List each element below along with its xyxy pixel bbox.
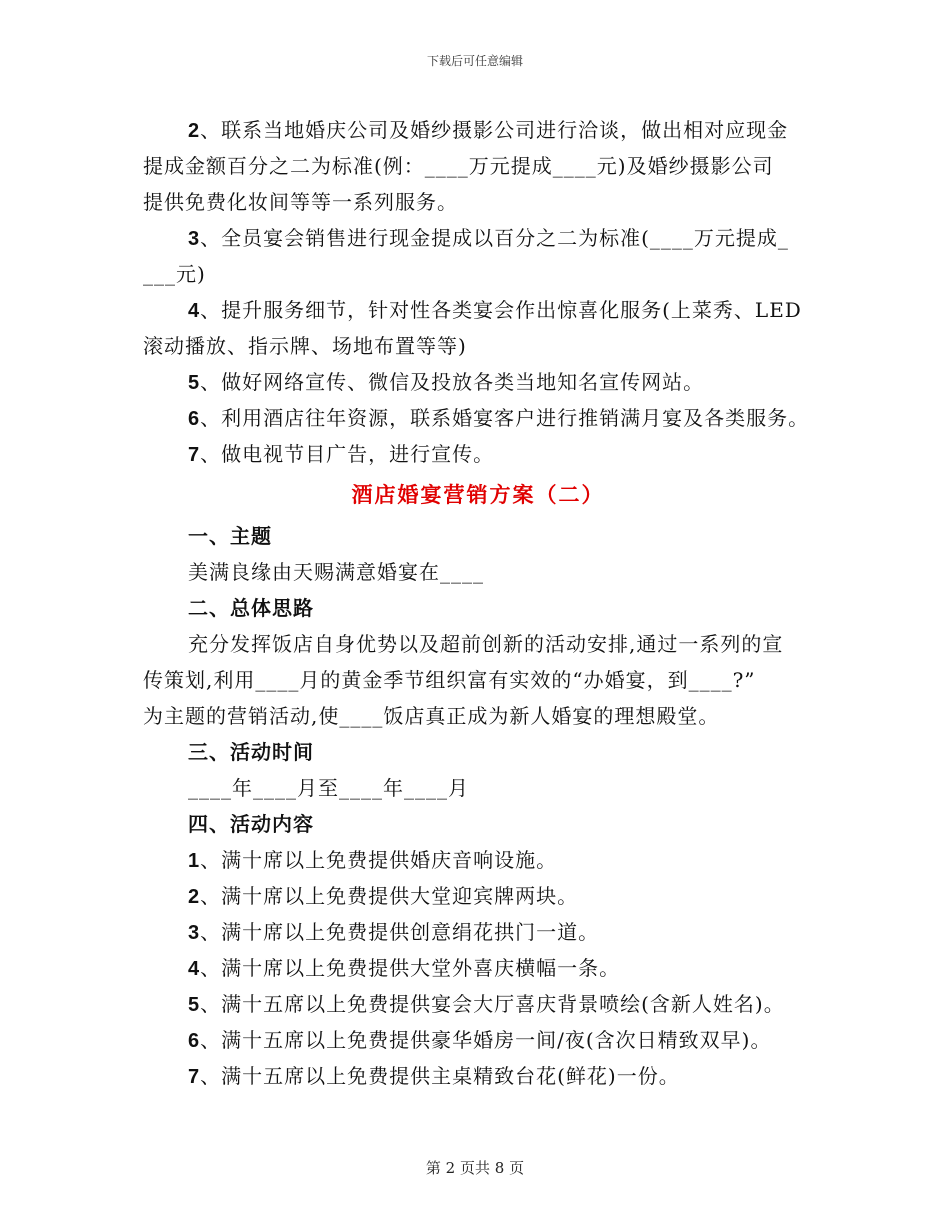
item-number: 3 — [188, 228, 201, 250]
item-text: 、提升服务细节，针对性各类宴会作出惊喜化服务(上菜秀、LED — [200, 298, 802, 322]
item-text: 、满十席以上免费提供大堂外喜庆横幅一条。 — [200, 956, 621, 980]
content-item-7 — [143, 1058, 813, 1094]
item-number: 5 — [188, 372, 201, 394]
document-body — [143, 112, 813, 1094]
item-2-line-3: 提供免费化妆间等等一系列服务。 — [143, 190, 458, 214]
item-number: 3 — [188, 922, 201, 944]
item-number: 6 — [188, 1030, 201, 1052]
heading-activity-time: 三、活动时间 — [188, 740, 314, 764]
heading-overall-idea: 二、总体思路 — [188, 596, 314, 620]
content-item-1 — [143, 842, 813, 878]
item-number: 6 — [188, 408, 201, 430]
item-text: 、满十五席以上免费提供宴会大厅喜庆背景喷绘(含新人姓名)。 — [200, 992, 785, 1016]
item-number: 7 — [188, 1066, 201, 1088]
content-item-3 — [143, 914, 813, 950]
item-2-line-1 — [143, 112, 813, 148]
item-text: 、做好网络宣传、微信及投放各类当地知名宣传网站。 — [200, 370, 705, 394]
heading-activity-content: 四、活动内容 — [188, 812, 314, 836]
item-text: 、做电视节目广告，进行宣传。 — [200, 442, 495, 466]
item-text: 、全员宴会销售进行现金提成以百分之二为标准(____万元提成_ — [200, 226, 789, 250]
heading-theme: 一、主题 — [188, 524, 272, 548]
idea-line-2: 传策划,利用____月的黄金季节组织富有实效的“办婚宴，到____?” — [143, 668, 756, 692]
content-item-4 — [143, 950, 813, 986]
page-header: 下载后可任意编辑 — [426, 54, 523, 68]
content-item-5 — [143, 986, 813, 1022]
item-number: 4 — [188, 958, 201, 980]
item-7 — [143, 436, 813, 472]
item-text: 、满十席以上免费提供大堂迎宾牌两块。 — [200, 884, 579, 908]
item-number: 5 — [188, 994, 201, 1016]
page-footer: 第 2 页共 8 页 — [425, 1159, 525, 1177]
item-3-line-2: ___元) — [143, 262, 206, 286]
item-text: 、联系当地婚庆公司及婚纱摄影公司进行洽谈，做出相对应现金 — [200, 118, 789, 142]
item-text: 、满十五席以上免费提供豪华婚房一间/夜(含次日精致双早)。 — [200, 1028, 772, 1052]
item-text: 、满十席以上免费提供创意绢花拱门一道。 — [200, 920, 600, 944]
theme-text: 美满良缘由天赐满意婚宴在____ — [188, 560, 484, 584]
item-4-line-2: 滚动播放、指示牌、场地布置等等) — [143, 334, 467, 358]
item-3-line-1 — [143, 220, 813, 256]
content-item-2 — [143, 878, 813, 914]
item-number: 7 — [188, 444, 201, 466]
activity-time-text: ____年____月至____年____月 — [188, 776, 469, 800]
item-text: 、利用酒店往年资源，联系婚宴客户进行推销满月宴及各类服务。 — [200, 406, 810, 430]
item-number: 2 — [188, 120, 201, 142]
item-text: 、满十五席以上免费提供主桌精致台花(鲜花)一份。 — [200, 1064, 680, 1088]
content-item-6 — [143, 1022, 813, 1058]
item-5 — [143, 364, 813, 400]
idea-line-1: 充分发挥饭店自身优势以及超前创新的活动安排,通过一系列的宣 — [188, 632, 784, 656]
item-number: 1 — [188, 850, 201, 872]
item-number: 2 — [188, 886, 201, 908]
item-6 — [143, 400, 813, 436]
idea-line-3: 为主题的营销活动,使____饭店真正成为新人婚宴的理想殿堂。 — [143, 704, 720, 728]
section-title: 酒店婚宴营销方案（二） — [351, 482, 605, 507]
item-2-line-2: 提成金额百分之二为标准(例：____万元提成____元)及婚纱摄影公司 — [143, 154, 774, 178]
item-number: 4 — [188, 300, 201, 322]
item-4-line-1 — [143, 292, 813, 328]
item-text: 、满十席以上免费提供婚庆音响设施。 — [200, 848, 558, 872]
